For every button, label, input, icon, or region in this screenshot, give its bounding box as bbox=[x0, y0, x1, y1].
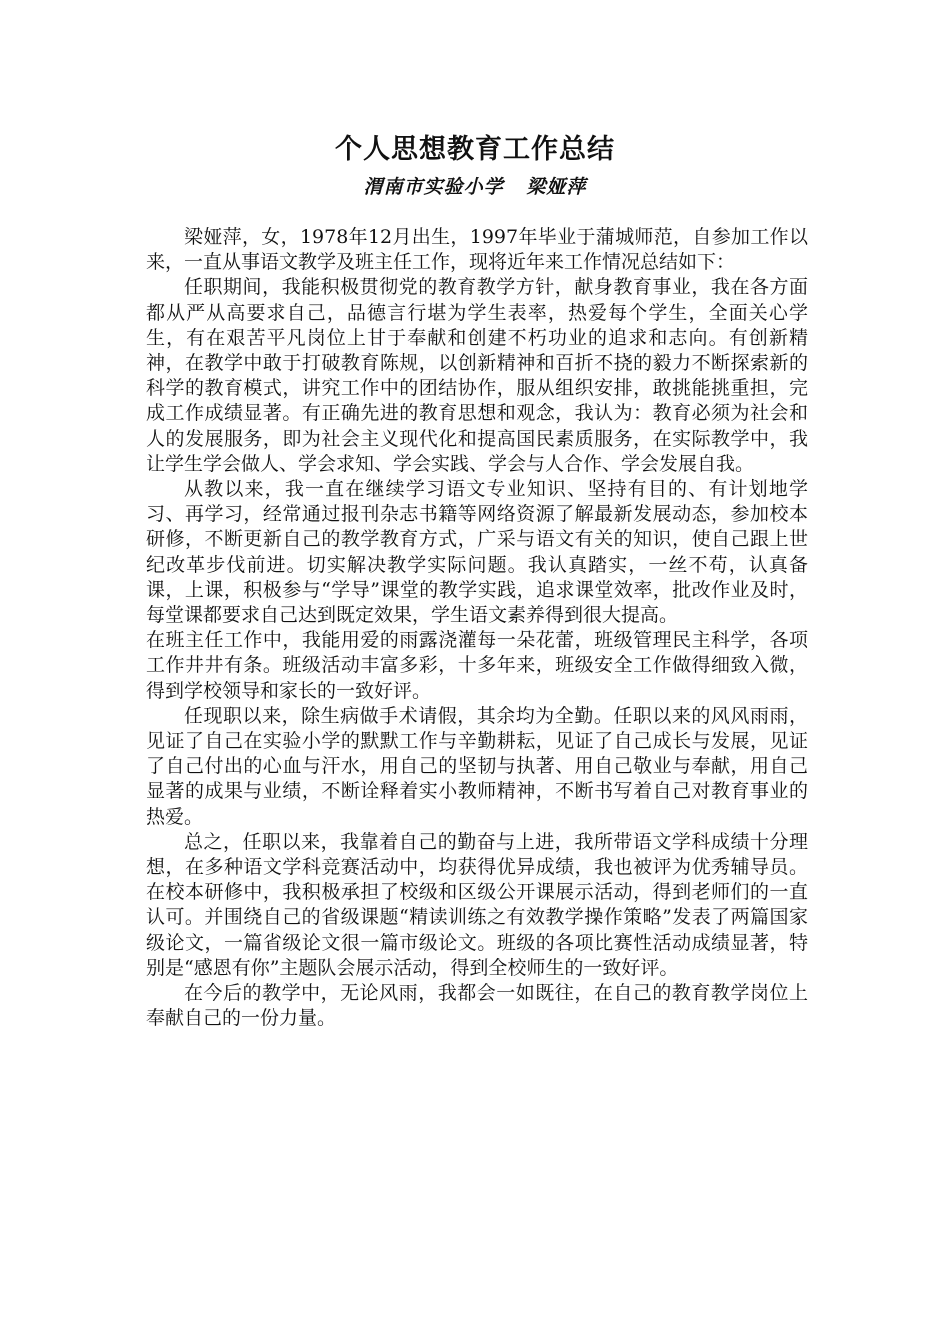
paragraph-intro: 梁娅萍，女，1978年12月出生，1997年毕业于蒲城师范，自参加工作以来，一直从事语文教学及班主任工作，现将近年来工作情况总结如下： bbox=[146, 226, 808, 274]
paragraph-duty: 任职期间，我能积极贯彻党的教育教学方针，献身教育事业，我在各方面都从严从高要求自己，品德言行堪为学生表率，热爱每个学生，全面关心学生，有在艰苦平凡岗位上甘于奉献和创建不朽功业的追求和志向。有创新精神，在教学中敢于打破教育陈规，以创新精神和百折不挠的毅力不断探索新的科学的教育模式，讲究工作中的团结协作，服从组织安排，敢挑能挑重担，完成工作成绩显著。有正确先进的教育思想和观念，我认为：教育必须为社会和人的发展服务，即为社会主义现代化和提高国民素质服务，在实际教学中，我让学生学会做人、学会求知、学会实践、学会与人合作、学会发展自我。 bbox=[146, 276, 808, 475]
paragraph-future: 在今后的教学中，无论风雨，我都会一如既往，在自己的教育教学岗位上奉献自己的一份力量。 bbox=[146, 982, 808, 1030]
paragraph-study: 从教以来，我一直在继续学习语文专业知识、坚持有目的、有计划地学习、再学习，经常通过报刊杂志书籍等网络资源了解最新发展动态，参加校本研修，不断更新自己的教学教育方式，广采与语文有关的知识，使自己跟上世纪改革步伐前进。切实解决教学实际问题。我认真踏实，一丝不苟，认真备课，上课，积极参与“学导”课堂的教学实践，追求课堂效率，批改作业及时，每堂课都要求自己达到既定效果，学生语文素养得到很大提高。 bbox=[146, 478, 808, 627]
paragraph-summary: 总之，任职以来，我靠着自己的勤奋与上进，我所带语文学科成绩十分理想，在多种语文学科竞赛活动中，均获得优异成绩，我也被评为优秀辅导员。在校本研修中，我积极承担了校级和区级公开课展示活动，得到老师们的一直认可。并围绕自己的省级课题“精读训练之有效教学操作策略”发表了两篇国家级论文，一篇省级论文很一篇市级论文。班级的各项比赛性活动成绩显著，特别是“感恩有你”主题队会展示活动，得到全校师生的一致好评。 bbox=[146, 830, 808, 979]
paragraph-class-teacher: 在班主任工作中，我能用爱的雨露浇灌每一朵花蕾，班级管理民主科学，各项工作井井有条。班级活动丰富多彩，十多年来，班级安全工作做得细致入微，得到学校领导和家长的一致好评。 bbox=[146, 629, 808, 702]
document-title: 个人思想教育工作总结 bbox=[335, 134, 615, 165]
document-subtitle: 渭南市实验小学 梁娅萍 bbox=[363, 176, 587, 198]
paragraph-attendance: 任现职以来，除生病做手术请假，其余均为全勤。任职以来的风风雨雨，见证了自己在实验小学的默默工作与辛勤耕耘，见证了自己成长与发展，见证了自己付出的心血与汗水，用自己的坚韧与执著、用自己敬业与奉献，用自己显著的成果与业绩，不断诠释着实小教师精神，不断书写着自己对教育事业的热爱。 bbox=[146, 704, 808, 828]
document-body bbox=[146, 225, 808, 1032]
